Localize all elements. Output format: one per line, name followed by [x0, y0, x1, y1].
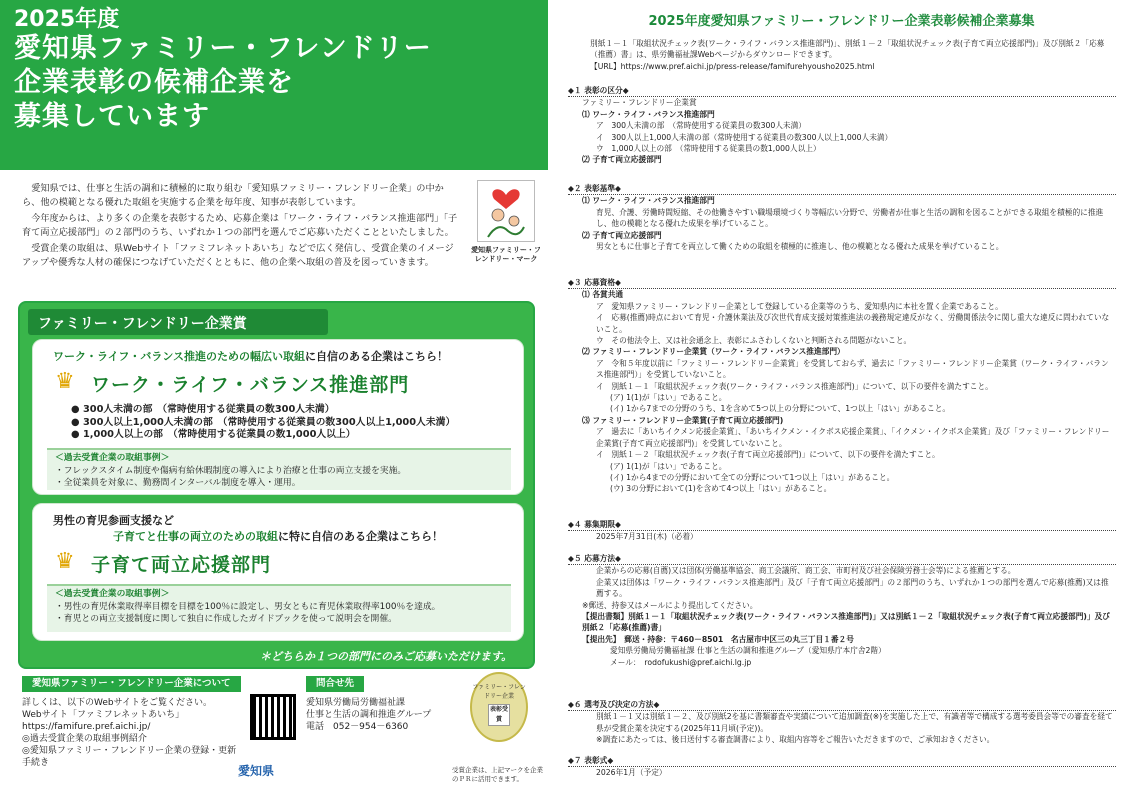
section-line: 愛知県労働局労働福祉課 仕事と生活の調和推進グループ（愛知県庁本庁舎2階） — [610, 646, 886, 656]
section-line: 企業又は団体は「ワーク・ライフ・バランス推進部門」及び「子育て両立応援部門」の２部門のうち、いずれか１つの部門を選んで応募(推薦)又は推薦する。 — [596, 577, 1109, 599]
crown-icon: ♛ — [55, 369, 75, 394]
email-link[interactable]: メール： rodofukushi@pref.aichi.lg.jp — [610, 657, 752, 667]
child-lead — [113, 528, 443, 544]
section-line: ⑴ ワーク・ライフ・バランス推進部門 — [582, 196, 715, 206]
hero-banner — [0, 0, 548, 170]
section-line: イ 応募(推薦)時点において育児・介護休業法及び次世代育成支援対策推進法の義務規定違反がなく、労働関係法令に関し重大な違反に問われていないこと。 — [596, 313, 1110, 334]
section-line: 男女ともに仕事と子育てを両立して働くための取組を積極的に推進し、他の模範となる優れた成果を挙げていること。 — [596, 242, 1004, 252]
hero-title-line-2: 企業表彰の候補企業を — [14, 67, 294, 98]
left-page — [0, 0, 548, 794]
wlb-lead-suffix: に自信のある企業はこちら！ — [305, 350, 449, 363]
contact-line: 仕事と生活の調和推進グループ — [306, 710, 432, 720]
section-line: ※郵送、持参又はメールにより提出してください。 — [582, 600, 758, 610]
intro-paragraph: 今年度からは、より多くの企業を表彰するため、応募企業は「ワーク・ライフ・バランス推進部門」「子育て両立応援部門」の２部門のうち、いずれか１つの部門を選んでご応募いただくことといたしました。 — [22, 213, 458, 238]
badge-mid-text: 表彰受賞 — [488, 704, 510, 726]
list-item: ● 300人以上1,000人未満の部 （常時使用する従業員の数300人以上1,000人未満） — [71, 416, 456, 428]
about-section — [22, 676, 242, 769]
contact-tag: 問合せ先 — [306, 676, 364, 692]
section-line: ア 愛知県ファミリー・フレンドリー企業として登録している企業等のうち、愛知県内に本社を置く企業であること。 — [596, 301, 1003, 311]
award-header: ファミリー・フレンドリー企業賞 — [28, 309, 328, 335]
about-line: 詳しくは、以下のWebサイトをご覧ください。 — [22, 698, 212, 708]
section-heading: ◆７ 表彰式◆ — [568, 755, 1116, 767]
award-panel — [18, 301, 535, 669]
section-line: ア 過去に「あいちイクメン応援企業賞」、「あいちイクメン・イクボス応援企業賞」、「イクメン・イクボス企業賞」及び「ファミリー・フレンドリー企業賞(子育て両立応援部門)」を受賞していないこと。 — [596, 427, 1110, 448]
wlb-lead — [53, 348, 448, 364]
section-line: 2025年7月31日(木)（必着） — [596, 532, 698, 542]
right-title: 2025年度愛知県ファミリー・フレンドリー企業表彰候補企業募集 — [648, 14, 1035, 29]
section-4 — [568, 514, 1116, 543]
family-friendly-mark — [470, 180, 542, 290]
section-heading: ◆１ 表彰の区分◆ — [568, 85, 1116, 97]
section-heading: ◆２ 表彰基準◆ — [568, 183, 1116, 195]
about-line: ◎過去受賞企業の取組事例紹介 — [22, 734, 147, 744]
section-line: 【提出書類】別紙１－１「取組状況チェック表(ワーク・ライフ・バランス推進部門)」又は別紙１－２「取組状況チェック表(子育て両立応援部門)」及び別紙２「応募(推薦)書」 — [582, 612, 1110, 633]
section-5 — [568, 548, 1116, 668]
section-line: ア 令和５年度以前に「ファミリー・フレンドリー企業賞」を受賞しておらず、過去に「ファミリー・フレンドリー企業賞（ワーク・ライフ・バランス推進部門）」を受賞していないこと。 — [596, 358, 1109, 380]
section-line: ファミリー・フレンドリー企業賞 — [582, 98, 697, 108]
intro-text — [22, 182, 458, 272]
section-2 — [568, 178, 1116, 252]
section-line: ⑵ 子育て両立応援部門 — [582, 155, 662, 165]
section-line: 【提出先】 郵送・持参：〒460－8501 名古屋市中区三の丸三丁目１番２号 — [582, 634, 854, 644]
section-line: (イ) 1から7までの分野のうち、1を含めて5つ以上の分野について、1つ以上「はい」があること。 — [610, 404, 951, 414]
section-heading: ◆４ 募集期限◆ — [568, 519, 1116, 531]
section-line: ⑶ ファミリー・フレンドリー企業賞(子育て両立応援部門) — [582, 415, 784, 425]
intro-paragraph: 愛知県では、仕事と生活の調和に積極的に取り組む「愛知県ファミリー・フレンドリー企業」の中から、他の模範となる優れた取組を実施する企業を毎年度、知事が表彰しています。 — [22, 183, 444, 208]
badge-top-text: ファミリー・フレンドリー企業 — [472, 684, 526, 700]
list-item: ・育児との両立支援制度に関して独自に作成したガイドブックを使って説明会を開催。 — [55, 614, 397, 624]
section-6 — [568, 694, 1116, 746]
child-lead-1: 男性の育児参画支援など — [53, 514, 174, 527]
section-line: 別紙１－１又は別紙１－２、及び別紙2を基に書類審査や実績について追加調査(※)を実施した上で、有識者等で構成する選考委員会等での審査を経て県が受賞企業を決定する(2025年11月頃(予定))。 — [596, 712, 1113, 733]
contact-line: 愛知県労働局労働福祉課 — [306, 698, 406, 708]
section-line: ⑴ ワーク・ライフ・バランス推進部門 — [582, 109, 715, 119]
section-line: (ウ) 3の分野において(1)を含めて4つ以上「はい」があること。 — [610, 484, 832, 494]
section-line: ⑴ 各賞共通 — [582, 290, 624, 300]
child-examples — [47, 584, 511, 632]
contact-section — [306, 676, 466, 733]
list-item: ・男性の育児休業取得率目標を目標を100％に設定し、男女ともに育児休業取得率100％を達成。 — [55, 601, 441, 612]
section-heading: ◆６ 選考及び決定の方法◆ — [568, 699, 1116, 711]
hero-year: 2025年度 — [14, 7, 120, 32]
section-heading: ◆３ 応募資格◆ — [568, 277, 1116, 289]
aichi-pref-logo: 愛知県 — [238, 764, 275, 778]
family-mark-icon — [477, 180, 535, 242]
badge-caption: 受賞企業は、上記マークを企業のＰＲに活用できます。 — [452, 766, 543, 783]
website-link[interactable]: https://famifure.pref.aichi.jp/ — [22, 722, 151, 732]
wlb-examples — [47, 448, 511, 490]
intro-paragraph: 受賞企業の取組は、県Webサイト「ファミフレネットあいち」などで広く発信し、受賞企業のイメージアップや優秀な人材の確保につなげていただくとともに、他の企業へ取組の普及を図っていきます。 — [22, 243, 454, 268]
examples-heading: ＜過去受賞企業の取組事例＞ — [55, 453, 170, 463]
section-line: イ 別紙１－１「取組状況チェック表(ワーク・ライフ・バランス推進部門)」について、以下の要件を満たすこと。 — [596, 381, 993, 391]
list-item: ● 1,000人以上の部 （常時使用する従業員の数1,000人以上） — [71, 429, 356, 440]
section-line: ウ 1,000人以上の部 （常時使用する従業員の数1,000人以上） — [596, 144, 821, 154]
child-lead-suffix: に特に自信のある企業はこちら！ — [278, 530, 443, 543]
child-lead-highlight: 子育てと仕事の両立のための取組 — [113, 530, 278, 543]
qr-code[interactable] — [250, 694, 296, 740]
url-link[interactable]: 【URL】https://www.pref.aichi.jp/press-release/famifurehyousho2025.html — [590, 61, 875, 71]
hero-title-line-1: 愛知県ファミリー・フレンドリー — [14, 33, 432, 64]
section-line: ウ その他法令上、又は社会通念上、表彰にふさわしくないと判断される問題がないこと。 — [596, 336, 912, 346]
family-mark-caption: 愛知県ファミリー・フレンドリー・マーク — [471, 246, 541, 263]
right-page — [560, 0, 1123, 794]
section-line: ⑵ ファミリー・フレンドリー企業賞（ワーク・ライフ・バランス推進部門） — [582, 347, 845, 357]
wlb-lead-highlight: ワーク・ライフ・バランス推進のための幅広い取組 — [53, 350, 306, 363]
section-line: 育児、介護、労働時間短縮、その他働きやすい職場環境づくり等幅広い分野で、労働者が仕事と生活の調和を図ることができる取組を積極的に推進し、他の模範となる優れた成果を挙げていること。 — [596, 207, 1104, 229]
right-intro — [568, 38, 1116, 72]
list-item: ● 300人未満の部 （常時使用する従業員の数300人未満） — [71, 404, 335, 415]
examples-heading: ＜過去受賞企業の取組事例＞ — [55, 589, 170, 599]
hero-title-line-3: 募集しています — [14, 101, 210, 132]
section-heading: ◆５ 応募方法◆ — [568, 553, 1116, 565]
contact-phone: 電話 052－954－6360 — [306, 722, 409, 732]
section-line: (ア) 1(1)が「はい」であること。 — [610, 393, 727, 403]
section-line: ア 300人未満の部 （常時使用する従業員の数300人未満） — [596, 121, 806, 131]
about-line: ◎愛知県ファミリー・フレンドリー企業の登録・更新手続き — [22, 746, 237, 768]
list-item: ・全従業員を対象に、勤務間インターバル制度を導入・運用。 — [55, 478, 301, 488]
wlb-card — [32, 339, 524, 495]
section-7 — [568, 750, 1116, 779]
crown-icon: ♛ — [55, 549, 75, 574]
award-badge — [470, 672, 528, 742]
section-line: ⑵ 子育て両立応援部門 — [582, 230, 662, 240]
wlb-dept-title: ワーク・ライフ・バランス推進部門 — [91, 374, 410, 396]
section-line: 企業からの応募(自薦)又は団体(労働基準協会、商工会議所、商工会、市町村及び社会保険労務士会等)による推薦とする。 — [596, 566, 1016, 576]
wlb-size-list — [71, 404, 455, 442]
about-tag: 愛知県ファミリー・フレンドリー企業について — [22, 676, 241, 692]
section-line: イ 300人以上1,000人未満の部（常時使用する従業員の数300人以上1,000人未満） — [596, 132, 893, 142]
intro-line: 別紙１－１「取組状況チェック表(ワーク・ライフ・バランス推進部門)」、別紙１－２「取組状況チェック表(子育て両立応援部門)」及び別紙２「応募（推薦）書」は、県労働福祉課Webページからダウンロードできます。 — [590, 39, 1105, 60]
section-1 — [568, 80, 1116, 166]
section-3 — [568, 272, 1116, 495]
section-line: 2026年1月（予定） — [596, 768, 667, 778]
one-dept-note: ＊どちらか１つの部門にのみご応募いただけます。 — [260, 650, 513, 663]
section-line: ※調査にあたっては、後日送付する審査調書により、取組内容等をご報告いただきますので、ご承知おきください。 — [596, 735, 995, 745]
about-line: Webサイト「ファミフレネットあいち」 — [22, 710, 185, 720]
section-line: イ 別紙１－２「取組状況チェック表(子育て両立応援部門)」について、以下の要件を満たすこと。 — [596, 450, 940, 460]
section-line: (ア) 1(1)が「はい」であること。 — [610, 461, 727, 471]
list-item: ・フレックスタイム制度や傷病有給休暇制度の導入により治療と仕事の両立支援を実施。 — [55, 465, 407, 476]
child-card — [32, 503, 524, 641]
section-line: (イ) 1から4までの分野において全ての分野について1つ以上「はい」があること。 — [610, 472, 895, 482]
child-dept-title: 子育て両立応援部門 — [91, 554, 272, 576]
